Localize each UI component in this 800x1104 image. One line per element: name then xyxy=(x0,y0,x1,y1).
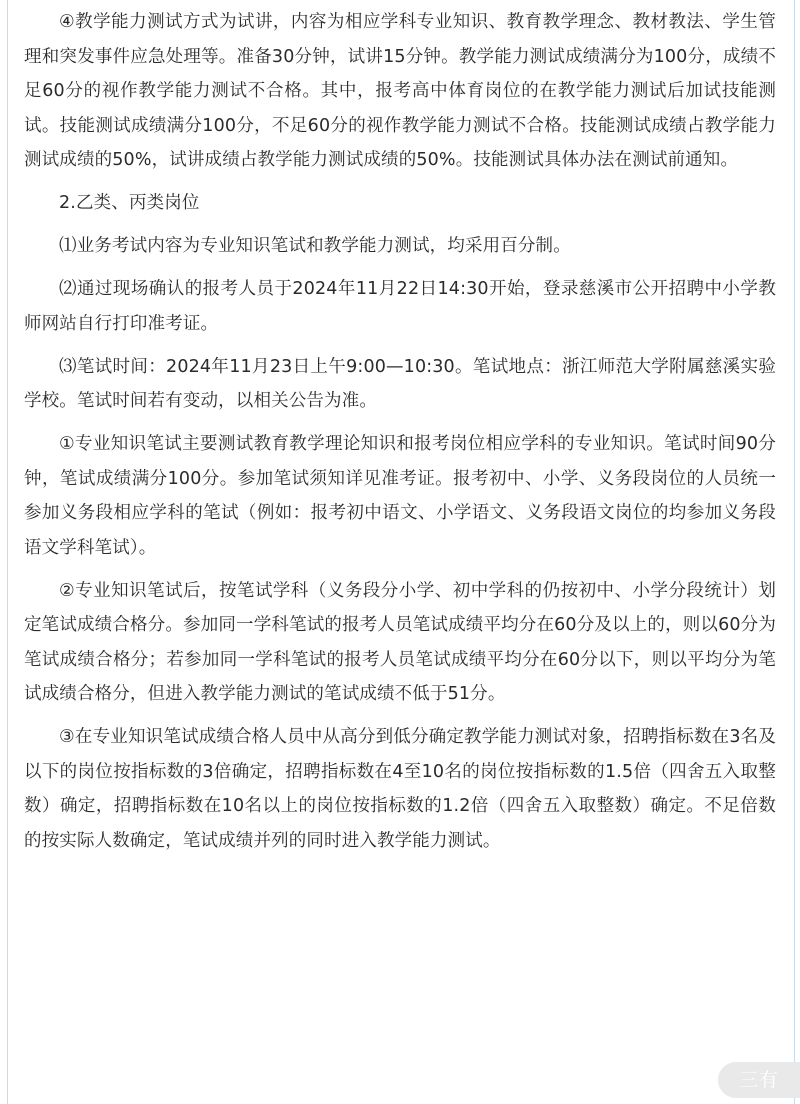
paragraph-teaching-test-method: ④教学能力测试方式为试讲，内容为相应学科专业知识、教育教学理念、教材教法、学生管理和突发事件应急处理等。准备30分钟，试讲15分钟。教学能力测试成绩满分为100分，成绩不足60分的视作教学能力测试不合格。其中，报考高中体育岗位的在教学能力测试后加试技能测试。技能测试成绩满分100分，不足60分的视作教学能力测试不合格。技能测试成绩占教学能力测试成绩的50%，试讲成绩占教学能力测试成绩的50%。技能测试具体办法在测试前通知。 xyxy=(24,12,776,170)
paragraph-written-exam: ①专业知识笔试主要测试教育教学理论知识和报考岗位相应学科的专业知识。笔试时间90分钟，笔试成绩满分100分。参加笔试须知详见准考证。报考初中、小学、义务段岗位的人员统一参加义务段相应学科的笔试（例如：报考初中语文、小学语文、义务段语文岗位的均参加义务段语文学科笔试）。 xyxy=(24,434,776,558)
article-body xyxy=(24,5,776,867)
paragraph-passing-score: ②专业知识笔试后，按笔试学科（义务段分小学、初中学科的仍按初中、小学分段统计）划定笔试成绩合格分。参加同一学科笔试的报考人员笔试成绩平均分在60分及以上的，则以60分为笔试成绩合格分；若参加同一学科笔试的报考人员笔试成绩平均分在60分以下，则以平均分为笔试成绩合格分，但进入教学能力测试的笔试成绩不低于51分。 xyxy=(24,580,776,704)
watermark-logo: 三有 xyxy=(718,1062,800,1098)
paragraph-section-heading: 2.乙类、丙类岗位 xyxy=(59,193,200,213)
paragraph-exam-time-place: ⑶笔试时间：2024年11月23日上午9:00—10:30。笔试地点：浙江师范大学附属慈溪实验学校。笔试时间若有变动，以相关公告为准。 xyxy=(24,356,776,411)
paragraph-test-candidates: ③在专业知识笔试成绩合格人员中从高分到低分确定教学能力测试对象，招聘指标数在3名及以下的岗位按指标数的3倍确定，招聘指标数在4至10名的岗位按指标数的1.5倍（四舍五入取整数）确定，招聘指标数在10名以上的岗位按指标数的1.2倍（四舍五入取整数）确定。不足倍数的按实际人数确定，笔试成绩并列的同时进入教学能力测试。 xyxy=(24,727,776,851)
paragraph-exam-content: ⑴业务考试内容为专业知识笔试和教学能力测试，均采用百分制。 xyxy=(59,236,571,256)
paragraph-admission-ticket: ⑵通过现场确认的报考人员于2024年11月22日14:30开始，登录慈溪市公开招聘中小学教师网站自行打印准考证。 xyxy=(24,279,776,334)
